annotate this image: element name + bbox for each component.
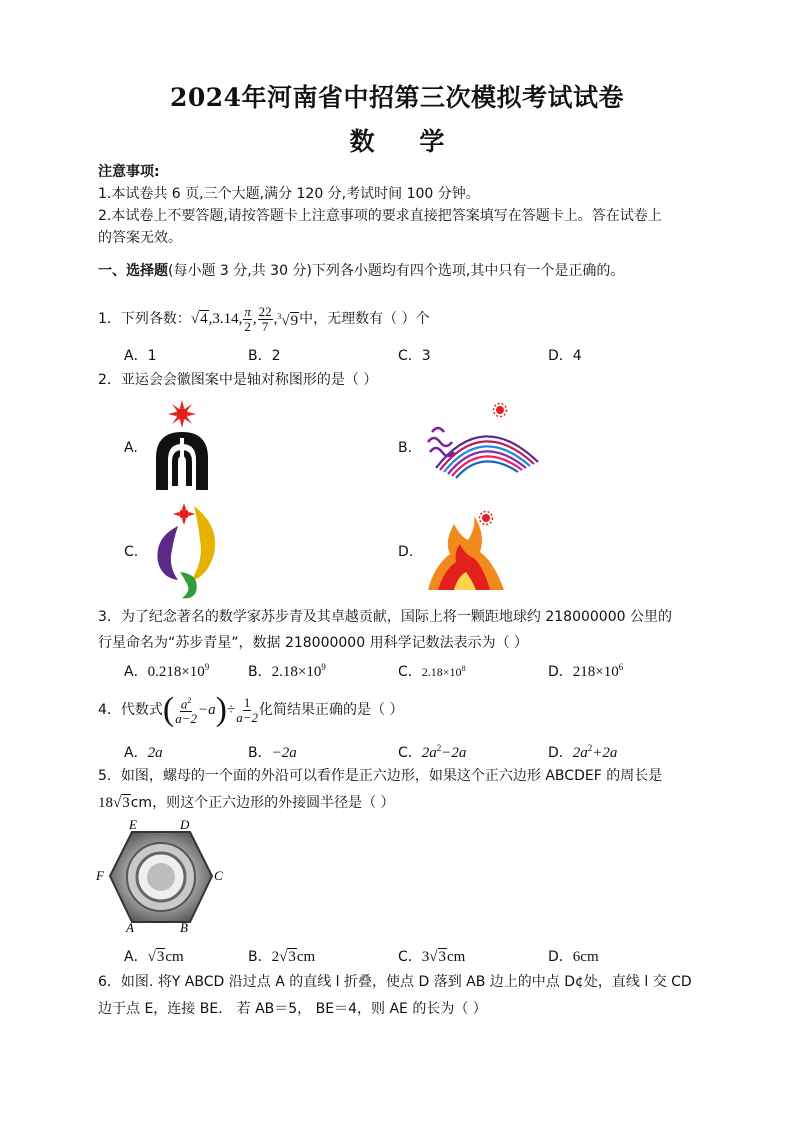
page-title: 2024年河南省中招第三次模拟考试试卷 [169,83,625,112]
q1-option-c: C．3 [398,348,431,364]
q4-option-a: A．2a [124,745,163,761]
q3-option-a: A．$0.218\times 10^9$ [124,662,210,680]
q1-22-7-frac: $\frac{22}{7}$ [258,303,272,334]
question-6-line-1: 6．如图. 将Y ABCD 沿过点 A 的直线 l 折叠，使点 D 落到 AB 边上的中点 D¢处，直线 l 交 CD [98,974,692,990]
q5-option-b: B．2√3cm [248,949,316,965]
logo-d-image [424,506,510,590]
vertex-f-label: F [96,868,104,883]
vertex-b-label: B [180,920,188,935]
hexagon-nut-figure [96,816,226,940]
q5-option-c: C．3√3cm [398,949,466,965]
vertex-c-label: C [214,868,223,883]
q4-frac-1: $\frac{1}{a-2}$ [236,694,258,725]
q3-option-d: D．$218\times 10^6$ [548,662,624,680]
q2-label-c: C. [124,544,139,560]
q4-suffix: 化简结果正确的是（ ） [259,702,404,718]
q3-option-c: C．$2.18\times 10^8$ [398,664,466,680]
notes-line-2-cont: 的答案无效。 [98,230,182,246]
question-5-line-2: 18√3cm，则这个正六边形的外接圆半径是（ ） [98,795,395,811]
q4-prefix: 4．代数式 [98,702,163,718]
q2-label-b: B. [398,440,413,456]
vertex-e-label: E [129,817,137,832]
q4-option-c: C．$2a^2-2a$ [398,743,467,761]
q1-option-a: A．1 [124,348,157,364]
question-1-stem: 1．下列各数： √4 ,3.14, $\frac{\pi}{2}$ , $\frac{22}{7}$ , $^3$√9 中，无理数有（ ）个 [98,302,430,336]
q2-label-d: D. [398,544,414,560]
section-label: 一、选择题 [98,263,168,279]
section-heading [98,261,624,281]
q3-option-b: B．$2.18\times 10^9$ [248,662,326,680]
logo-b-image [422,402,542,480]
q4-frac-a2: $\frac{a^2}{a-2}$ [175,695,198,727]
q1-pi-frac: $\frac{\pi}{2}$ [244,303,251,334]
q1-suffix: 中，无理数有（ ）个 [299,311,430,327]
logo-c-image [150,500,222,600]
subject-title: 数 学 [349,127,463,156]
q5-option-d: D．6cm [548,949,599,965]
section-desc: (每小题 3 分,共 30 分)下列各小题均有四个选项,其中只有一个是正确的。 [168,263,625,279]
question-6-line-2: 边于点 E，连接 BE． 若 AB＝5， BE＝4，则 AE 的长为（ ） [98,1001,487,1017]
q1-prefix: 1．下列各数： [98,311,191,327]
q1-cbrt9: $^3$√9 [277,312,299,329]
q1-option-b: B．2 [248,348,281,364]
notes-heading: 注意事项: [98,164,160,180]
vertex-d-label: D [180,817,190,832]
notes-line-1: 1.本试卷共 6 页,三个大题,满分 120 分,考试时间 100 分钟。 [98,186,480,202]
q1-314: ,3.14, [208,311,243,327]
q1-sqrt4: √4 [190,311,208,327]
question-3-line-2: 行星命名为“苏步青星”，数据 218000000 用科学记数法表示为（ ） [98,635,529,651]
q1-option-d: D．4 [548,348,582,364]
question-2-stem: 2．亚运会会徽图案中是轴对称图形的是（ ） [98,372,378,388]
q4-option-d: D．$2a^2+2a$ [548,743,618,761]
question-5-line-1: 5．如图，螺母的一个面的外沿可以看作是正六边形，如果这个正六边形 ABCDEF 的周长是 [98,768,663,784]
q4-minus-a: −a [198,702,216,718]
q4-div: ÷ [226,702,236,718]
question-4-stem: 4．代数式 ( $\frac{a^2}{a-2}$ −a ) ÷ $\frac{1}{a-2}$ 化简结果正确的是（ ） [98,691,404,728]
question-3-line-1: 3．为了纪念著名的数学家苏步青及其卓越贡献，国际上将一颗距地球约 218000000 公里的 [98,609,672,625]
notes-line-2: 2.本试卷上不要答题,请按答题卡上注意事项的要求直接把答案填写在答题卡上。答在试卷上 [98,208,662,224]
vertex-a-label: A [126,920,134,935]
q4-option-b: B．−2a [248,745,297,761]
q5-option-a: A．√3cm [124,949,184,965]
logo-a-image [150,398,214,494]
q2-label-a: A. [124,440,138,456]
